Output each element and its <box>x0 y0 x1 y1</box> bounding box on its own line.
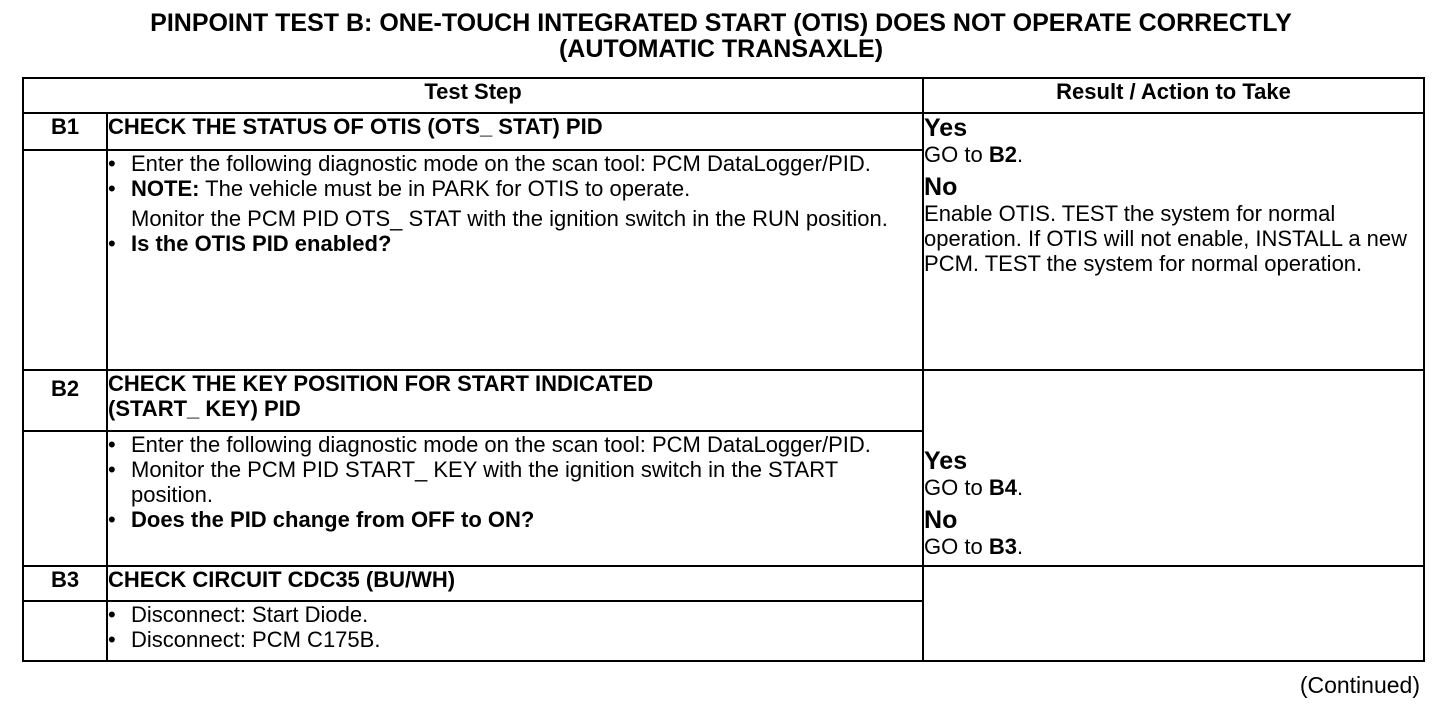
b1-bullet-1: • Enter the following diagnostic mode on the scan tool: PCM DataLogger/PID. <box>108 151 871 176</box>
b1-note-continuation: Monitor the PCM PID OTS_ STAT with the ignition switch in the RUN position. <box>131 206 888 231</box>
step-b1-id: B1 <box>23 113 107 150</box>
b2-bullet-1: • Enter the following diagnostic mode on the scan tool: PCM DataLogger/PID. <box>108 432 871 457</box>
step-b3-id: B3 <box>23 566 107 601</box>
step-b2-title-row <box>23 370 1424 431</box>
b2-no-text: GO to <box>924 534 989 559</box>
b2-yes-action: GO to B4. <box>924 475 1024 500</box>
step-b1-result <box>923 113 1424 370</box>
b1-bullet-note: • NOTE: The vehicle must be in PARK for OTIS to operate. <box>108 176 691 201</box>
step-b3-body <box>107 601 923 661</box>
b2-no-action: GO to B3. <box>924 534 1024 559</box>
b2-no-label: No <box>924 506 958 534</box>
title-line-2: (AUTOMATIC TRANSAXLE) <box>558 35 884 63</box>
step-b2-id: B2 <box>23 370 107 431</box>
step-b1-title: CHECK THE STATUS OF OTIS (OTS_ STAT) PID <box>107 113 923 150</box>
step-b1-title-row <box>23 113 1424 150</box>
b2-question: • Does the PID change from OFF to ON? <box>108 507 535 532</box>
page-title <box>0 10 1442 62</box>
step-b2-body <box>107 431 923 566</box>
b1-bullet-list <box>108 151 922 201</box>
continued-label: (Continued) <box>1299 672 1420 698</box>
b2-yes-target: B4 <box>988 475 1017 500</box>
step-b1-body <box>107 150 923 370</box>
step-b3-title: CHECK CIRCUIT CDC35 (BU/WH) <box>107 566 923 601</box>
b2-no-target: B3 <box>988 534 1017 559</box>
b2-bullet-list <box>108 432 922 532</box>
b1-yes-text: GO to <box>924 142 989 167</box>
b1-no-label: No <box>924 173 958 201</box>
b2-yes-label: Yes <box>924 447 968 475</box>
b1-yes-target: B2 <box>988 142 1017 167</box>
header-row <box>23 78 1424 113</box>
step-b3-result <box>923 566 1424 661</box>
b3-bullet-1: • Disconnect: Start Diode. <box>108 602 369 627</box>
b3-bullet-2: • Disconnect: PCM C175B. <box>108 627 381 652</box>
b1-yes-action: GO to B2. <box>924 142 1024 167</box>
b2-yes-text: GO to <box>924 475 989 500</box>
title-line-1: PINPOINT TEST B: ONE-TOUCH INTEGRATED START (OTIS) DOES NOT OPERATE CORRECTLY <box>150 9 1292 37</box>
b3-bullet-list <box>108 602 922 652</box>
step-b2-title-line-1: CHECK THE KEY POSITION FOR START INDICATED <box>108 371 654 396</box>
step-b2-title-line-2: (START_ KEY) PID <box>108 396 301 421</box>
header-result: Result / Action to Take <box>923 78 1424 113</box>
pinpoint-test-table <box>22 77 1425 662</box>
b1-question: • Is the OTIS PID enabled? <box>108 231 392 256</box>
step-b3-title-row <box>23 566 1424 601</box>
b1-no-action: Enable OTIS. TEST the system for normal operation. If OTIS will not enable, INSTALL a new PCM. TEST the system for normal operation. <box>924 201 1408 276</box>
b2-bullet-2: • Monitor the PCM PID START_ KEY with the ignition switch in the START position. <box>108 457 838 507</box>
step-b2-result <box>923 370 1424 566</box>
b1-yes-label: Yes <box>924 114 968 142</box>
step-b2-title <box>107 370 923 431</box>
header-test-step: Test Step <box>23 78 923 113</box>
